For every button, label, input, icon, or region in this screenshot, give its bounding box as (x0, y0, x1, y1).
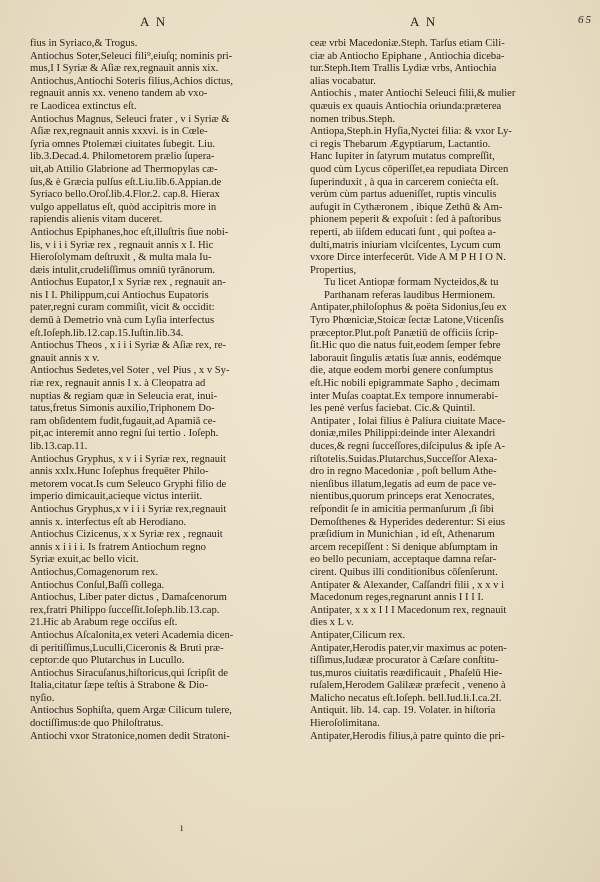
text-line: annis x i i i i. Is fratrem Antiochum regno (30, 541, 206, 553)
text-line: doctiſſimus:de quo Philoſtratus. (30, 718, 164, 730)
text-line: Antiochus Theos , x i i i Syriæ & Aſiæ rex, re- (30, 340, 227, 352)
text-line: vulgo appellatus eſt, quòd accipitris more in (30, 201, 217, 213)
text-line: dulti,matris iniuriam vlciſcentes, Lycum cum (310, 239, 501, 251)
text-line: demū à Demetrio vnà cum Lyſia interfectus (30, 315, 215, 327)
text-line: Hanc Iupiter in ſatyrum mutatus compreſſit, (310, 151, 495, 163)
page-number: 65 (578, 14, 593, 26)
text-line: Syriaco bello.Oroſ.lib.4.Flor.2. cap.8. Hierax (30, 189, 220, 201)
text-line: imperio dimicauit,acieque victus interiit. (30, 491, 203, 503)
text-line: Antiochus, Liber pater dictus , Damaſcenorum (30, 592, 227, 604)
text-line: Antipater,Cilicum rex. (310, 629, 406, 641)
text-line: Tu licet Antiopæ formam Nycteidos,& tu (324, 277, 499, 289)
text-line: quæuis ex quauis Antiochia oriunda:præterea (310, 100, 502, 112)
text-line: reſpondit ſe in amicitia permanſurum ,ſi ſibi (310, 503, 494, 515)
text-line: Antiochus Gryphus,x v i i i Syriæ rex,regnauit (30, 503, 227, 515)
text-line: Antipater , Iolai filius è Paliura ciuitate Mace- (310, 415, 506, 427)
text-line: Antiochis , mater Antiochi Seleuci filii,& mulier (310, 88, 516, 100)
text-line: Demoſthenes & Hyperides dederentur: Si eius (310, 516, 506, 528)
text-line: Tyro Phœniciæ,Stoicæ ſectæ Latone,Vticenſis (310, 315, 504, 327)
text-line: nyſio. (30, 692, 55, 704)
text-line: die, atque eodem morbi genere conſumptus (310, 365, 493, 377)
text-line: di peritiſſimus,Luculli,Ciceronis & Bruti præ- (30, 642, 224, 654)
text-line: lis, v i i i Syriæ rex , regnauit annis x I. Hic (30, 239, 214, 251)
text-line: les penè verſus faciebat. Cic.& Quintil. (310, 403, 476, 415)
text-line: tus,muros ciuitatis reædificauit , Phaſelū Hie- (310, 667, 503, 679)
text-line: Antiochus Conſul,Baſſi collega. (30, 579, 165, 591)
text-line: tur.Steph.Item Trallis Lydiæ vrbs, Antiochia (310, 63, 497, 75)
text-line: riſtotelis.Suidas.Plutarchus,Succeſſor Alexa- (310, 453, 498, 465)
text-line: phionem peperit & expoſuit : ſed à paſtoribus (310, 214, 501, 226)
right-column (310, 38, 582, 743)
text-line: dro in regno Macedoniæ , poſt bellum Athe- (310, 466, 497, 478)
text-line: Propertius, (310, 264, 357, 276)
text-line: annis x. interfectus eſt ab Herodiano. (30, 516, 187, 528)
text-line: Syriæ exuit,ac bello vicit. (30, 554, 139, 566)
text-line: ceæ vrbi Macedoniæ.Steph. Tarſus etiam Cili- (310, 38, 505, 49)
text-line: regnauit annis xx. veneno tandem ab vxo- (30, 88, 208, 100)
text-line: eo bello pecuniam, acceptaque damna reſar- (310, 554, 497, 566)
text-line: Antiochus Sedetes,vel Soter , vel Pius , x v Sy- (30, 365, 230, 377)
text-line: nomen tribus.Steph. (310, 113, 396, 125)
text-line: Antiochus Cizicenus, x x Syriæ rex , regnauit (30, 529, 223, 541)
text-line: ſuperinduxit , à qua in carcerem conieċta eſt. (310, 176, 499, 188)
text-line: Antipater, x x x I I I Macedonum rex, regnauit (310, 604, 507, 616)
text-line: ciæ ab Antiocho Epiphane , Antiochia diceba- (310, 50, 505, 62)
text-line: cirent. Quibus illi conditionibus cōſenſerunt. (310, 566, 498, 578)
text-line: lib.3.Decad.4. Philometorem prælio ſupera- (30, 151, 215, 163)
text-line: riæ rex, regnauit annis I x. à Cleopatra ad (30, 378, 206, 390)
text-line: Hieroſolimitana. (310, 718, 380, 730)
text-line: eſt.Hic nobili epigrammate Sapho , decimam (310, 378, 500, 390)
text-line: arcem recepiſſent : Si denique abſumptam in (310, 541, 498, 553)
text-line: pater,regni curam commiſit, vicit & occidit: (30, 302, 215, 314)
text-line: Antiochus Siracuſanus,hiſtoricus,qui ſcripſit de (30, 667, 229, 679)
text-line: inter Muſas coaptat.Ex tempore innumerabi- (310, 390, 498, 402)
text-line: Antiochus Eupator,I x Syriæ rex , regnauit an- (30, 277, 226, 289)
text-line: præſidium in Munichian , id eſt, Athenarum (310, 529, 495, 541)
text-line: Italia,citatur ſæpe teſtis à Strabone & Dio- (30, 680, 208, 692)
text-line: Antiochus Magnus, Seleuci frater , v i Syriæ & (30, 113, 230, 125)
text-line: præceptor.Plut.poſt Panætiū de officiis ſcrip- (310, 327, 499, 339)
left-column (30, 38, 308, 743)
text-line: tiſſimus,Iudææ procurator à Cæſare conſtitu- (310, 655, 499, 667)
text-line: eſt.Ioſeph.lib.12.cap.15.Iuſtin.lib.34. (30, 327, 184, 339)
text-line: Hieroſolymam deſtruxit , & multa mala Iu- (30, 252, 212, 264)
text-line: reperti, ab iiſdem educati ſunt , qui poſtea a- (310, 226, 496, 238)
text-line: ruſalem,Herodem Galilææ præfecit , veneno à (310, 680, 506, 692)
text-line: ſyria omnes Ptolemæi ciuitates ſubegit. Liu. (30, 138, 216, 150)
text-line: Antiochus Sophiſta, quem Argæ Cilicum tulere, (30, 705, 232, 717)
text-line: mus,I I Syriæ & Aſiæ rex,regnauit annis xix. (30, 63, 219, 75)
text-line: quod cùm Lycus cōperiſſet,ea repudiata Dircen (310, 163, 509, 175)
text-line: Antipater & Alexander, Caſſandri filii , x x v i (310, 579, 505, 591)
text-line: ram obſidentem fudit,fugauit,ad Apamiā ce- (30, 415, 216, 427)
text-line: doniæ,miles Philippi:deinde inter Alexandri (310, 428, 496, 440)
text-line: annis xxIx.Hunc Ioſephus frequēter Philo- (30, 466, 209, 478)
text-line: dies x L v. (310, 617, 354, 629)
text-line: nienſibus illatum,legatis ad eum de pace ve- (310, 478, 497, 490)
text-line: uit,ab Attilio Glabrione ad Thermopylas cæ- (30, 163, 218, 175)
running-header (0, 14, 600, 36)
text-line: ſus,& è Græcia pulſus eſt.Liu.lib.6.Appian.de (30, 176, 222, 188)
text-line: ci regis Thebarum Ægyptiarum, Lactantio. (310, 138, 491, 150)
text-line: Antiochus Aſcalonita,ex veteri Academia dicen- (30, 629, 234, 641)
header-right-letters: A N (410, 14, 438, 29)
text-line: Antipater,Herodis pater,vir maximus ac poten- (310, 642, 507, 654)
text-line: Antiopa,Steph.in Hyſia,Nyctei filia: & vxor Ly- (310, 126, 512, 138)
text-line: tatus,fretus Simonis auxilio,Triphonem Do- (30, 403, 215, 415)
text-line: aufugit in Cythæronem , ibique Zethū & Am- (310, 201, 503, 213)
text-line: 21.Hic ab Arabum rege occiſus eſt. (30, 617, 178, 629)
text-line: Antiochus Gryphus, x v i i Syriæ rex, regnauit (30, 453, 226, 465)
text-line: ſit.Hic quo die natus fuit,eodem ſemper febre (310, 340, 501, 352)
text-line: nientibus,quorum princeps erat Xenocrates, (310, 491, 495, 503)
text-line: Antipater,Herodis filius,à patre quinto die pri- (310, 730, 505, 742)
text-line: Antiquit. lib. 14. cap. 19. Volater. in hiſtoria (310, 705, 496, 717)
text-line: laborauit ſingulis ætatis ſuæ annis, eodémque (310, 352, 502, 364)
text-line: Antiochus Soter,Seleuci fili⁹,eiuſq; nominis pri- (30, 50, 233, 62)
text-line: Antiochus,Comagenorum rex. (30, 566, 158, 578)
text-line: ceptor:de quo Plutarchus in Lucullo. (30, 655, 185, 667)
header-left-letters: A N (140, 14, 168, 29)
text-line: verùm cùm partus adueniſſet, ruptis vinculis (310, 189, 497, 201)
text-line: fius in Syriaco,& Trogus. (30, 38, 138, 49)
footer-mark: ı (180, 820, 184, 834)
text-line: pit,ac interemit anno regni ſui tertio . Ioſeph. (30, 428, 219, 440)
text-line: alias vocabatur. (310, 75, 376, 87)
text-line: gnauit annis x v. (30, 352, 100, 364)
text-line: Antipater,philoſophus & poëta Sidonius,ſeu ex (310, 302, 507, 314)
text-line: Antiochus,Antiochi Soteris filius,Achios dictus, (30, 75, 234, 87)
text-line: nuptias & regiam quæ in Seleucia erat, inui- (30, 390, 218, 402)
text-line: vxore Dirce interfecerūt. Vide A M P H I O N. (310, 252, 506, 264)
text-line: rapiendis alienis vitam duceret. (30, 214, 163, 226)
text-line: nis I I. Philippum,cui Antiochus Eupatoris (30, 289, 209, 301)
text-line: metorem vocat.Is cum Seleuco Gryphi filio de (30, 478, 227, 490)
text-line: Aſiæ rex,regnauit annis xxxvi. is in Cœle- (30, 126, 208, 138)
text-line: lib.13.cap.11. (30, 441, 88, 452)
text-line: Malicho necatus eſt.Ioſeph. bell.Iud.li.I.ca.2I. (310, 692, 502, 704)
text-line: Macedonum reges,regnarunt annis I I I I. (310, 592, 484, 604)
text-line: dæis intulit,crudeliſſimus omniū tyrānorum. (30, 264, 216, 276)
text-line: re Laodicea extinctus eſt. (30, 100, 137, 112)
text-line: duces,& regni ſucceſſores,diſcipulus & ipſe A- (310, 441, 506, 452)
text-line: rex,fratri Philippo ſucceſſit.Ioſeph.lib.13.cap. (30, 604, 220, 616)
text-line: Antiochus Epiphanes,hoc eſt,illuſtris ſiue nobi- (30, 226, 229, 238)
text-line: Antiochi vxor Stratonice,nomen dedit Stratoni- (30, 730, 230, 742)
text-line: Parthanam referas laudibus Hermionem. (324, 289, 496, 301)
